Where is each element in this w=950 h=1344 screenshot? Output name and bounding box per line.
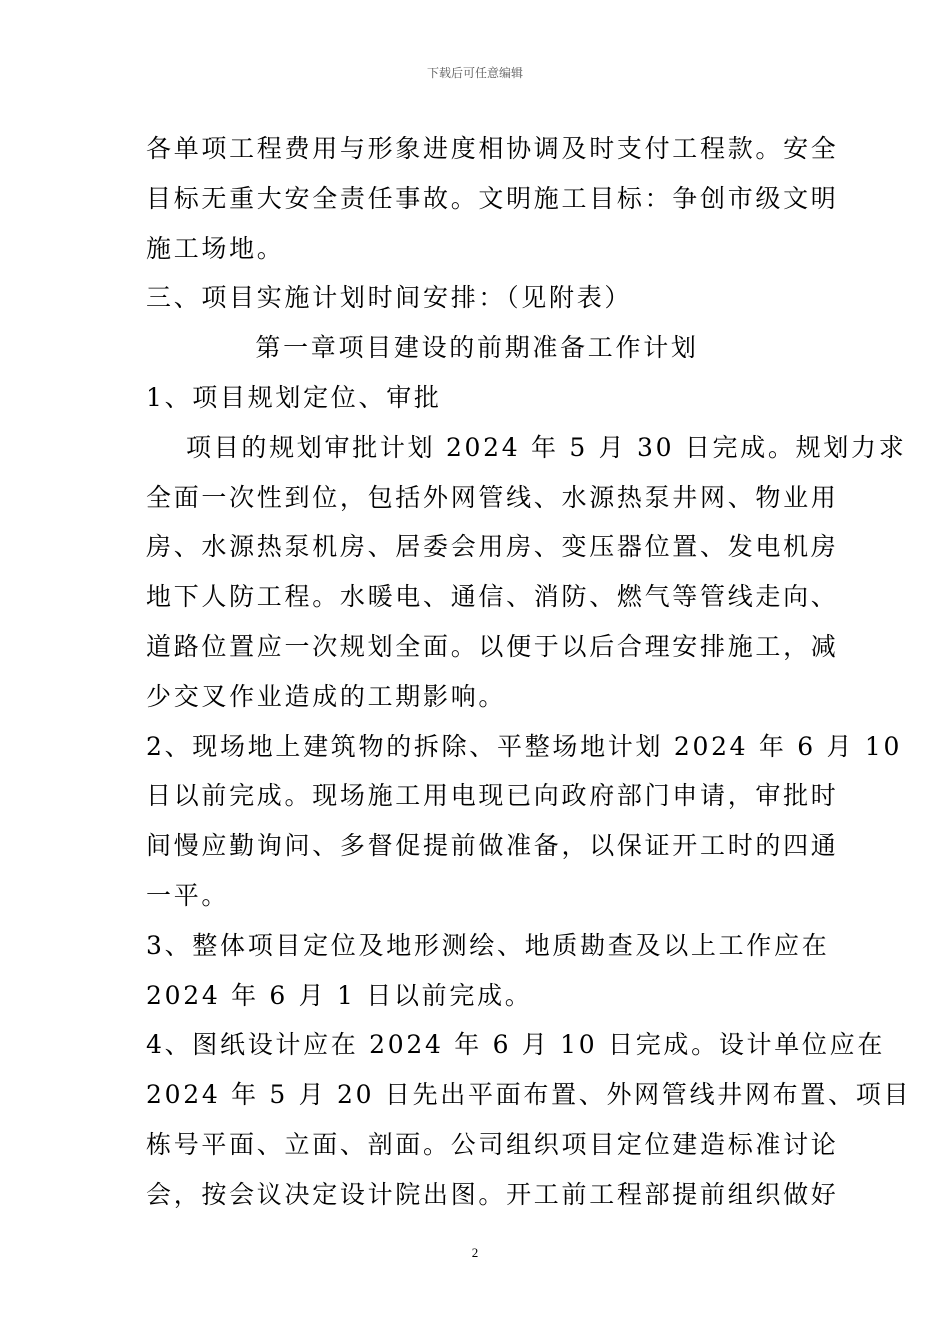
body-line: 项目的规划审批计划 2024 年 5 月 30 日完成。规划力求: [186, 432, 907, 462]
body-line: 全面一次性到位，包括外网管线、水源热泵井网、物业用: [146, 482, 839, 512]
body-line: 2、现场地上建筑物的拆除、平整场地计划 2024 年 6 月 10: [146, 731, 903, 761]
body-line: 一平。: [146, 880, 230, 910]
subsection-heading: 1、项目规划定位、审批: [146, 382, 442, 412]
body-line: 各单项工程费用与形象进度相协调及时支付工程款。安全: [146, 134, 839, 163]
body-line: 2024 年 5 月 20 日先出平面布置、外网管线井网布置、项目: [146, 1080, 912, 1110]
body-line: 4、图纸设计应在 2024 年 6 月 10 日完成。设计单位应在: [146, 1030, 886, 1060]
body-line: 少交叉作业造成的工期影响。: [146, 681, 507, 711]
body-line: 房、水源热泵机房、居委会用房、变压器位置、发电机房: [146, 532, 839, 562]
body-line: 2024 年 6 月 1 日以前完成。: [146, 980, 533, 1010]
body-line: 3、整体项目定位及地形测绘、地质勘查及以上工作应在: [146, 930, 830, 960]
body-line: 目标无重大安全责任事故。文明施工目标：争创市级文明: [146, 183, 839, 213]
document-body: [146, 124, 912, 1220]
body-line: 会，按会议决定设计院出图。开工前工程部提前组织做好: [146, 1179, 839, 1209]
section-heading: 三、项目实施计划时间安排：（见附表）: [146, 283, 633, 313]
body-line: 间慢应勤询问、多督促提前做准备，以保证开工时的四通: [146, 831, 839, 861]
chapter-title: 第一章项目建设的前期准备工作计划: [255, 333, 699, 363]
body-line: 道路位置应一次规划全面。以便于以后合理安排施工，减: [146, 631, 839, 661]
page-header: 下载后可任意编辑: [426, 66, 523, 80]
body-line: 日以前完成。现场施工用电现已向政府部门申请，审批时: [146, 781, 839, 811]
body-line: 施工场地。: [146, 233, 285, 263]
page-number: 2: [471, 1245, 479, 1260]
body-line: 地下人防工程。水暖电、通信、消防、燃气等管线走向、: [146, 582, 839, 612]
body-line: 栋号平面、立面、剖面。公司组织项目定位建造标准讨论: [146, 1129, 839, 1159]
